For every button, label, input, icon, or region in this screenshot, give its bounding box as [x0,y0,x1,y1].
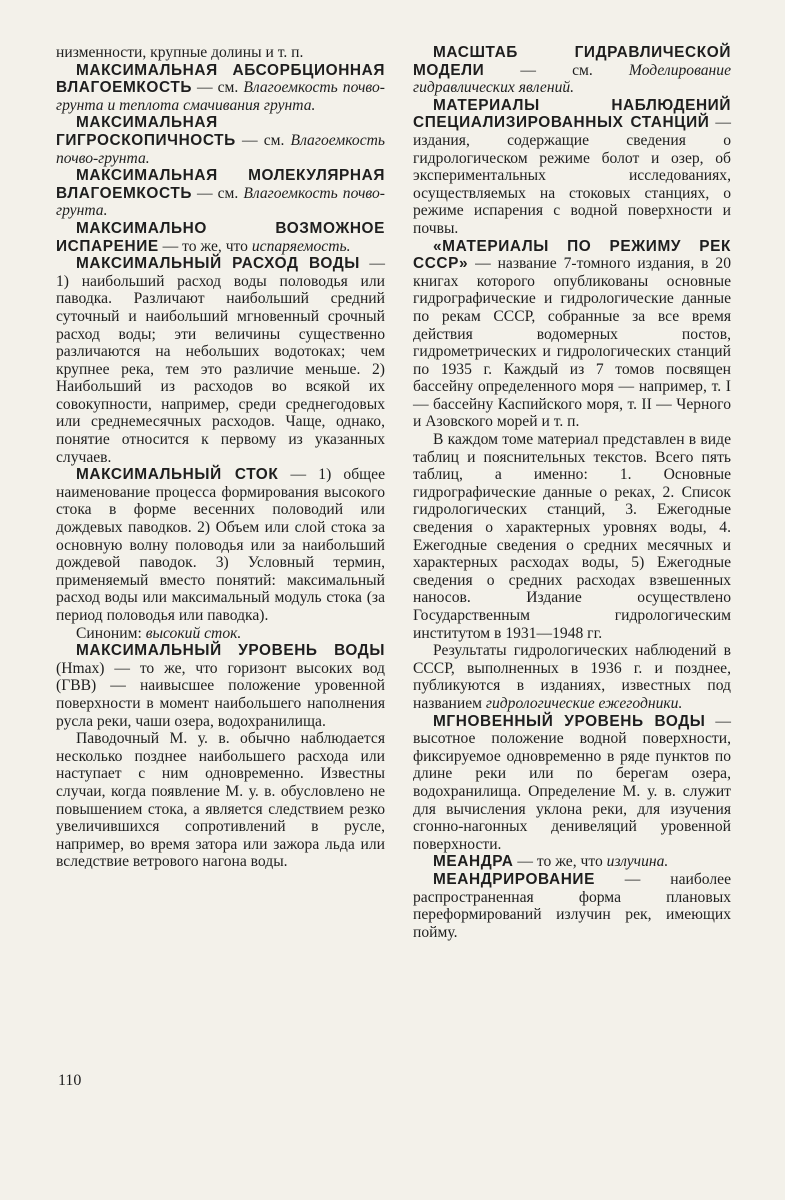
cross-reference: Влагоемкость почво-грунта и теплота смачивания грунта. [56,79,385,114]
cross-reference: Моделирование гидравлических явлений. [413,61,731,97]
entry-model-scale: МАСШТАБ ГИДРАВЛИЧЕСКОЙ МОДЕЛИ — см. Моделирование гидравлических явлений. [413,44,731,97]
entry-paragraph: Паводочный М. у. в. обычно наблюдается несколько позднее наибольшего расхода или наступает с ним одновременно. Известны случаи, когда появление М. у. в. обусловлено не повышением стока, а является следствием резко увеличившихся сопротивлений в русле, например, во время затора или зажора льда или вследствие ветрового нагона воды. [56,730,385,871]
entry-heading: МАТЕРИАЛЫ НАБЛЮДЕНИЙ СПЕЦИАЛИЗИРОВАННЫХ СТАНЦИЙ [413,96,731,132]
entry-heading: МЕАНДРА [433,853,514,871]
entry-body: — издания, содержащие сведения о гидрологическом режиме болот и озер, об экспериментальных исследованиях, осуществляемых на стоковых станциях, о режиме испарения с водной поверхности и почвы. [413,114,731,237]
entry-heading: «МАТЕРИАЛЫ ПО РЕЖИМУ РЕК СССР» [413,237,731,273]
entry-specialized-stations [413,97,731,238]
entry-heading: МЕАНДРИРОВАНИЕ [433,870,595,888]
entry-meander: МЕАНДРА — то же, что излучина. [433,853,669,871]
symbol: (Hmax) [56,659,105,677]
entry-max-runoff [56,466,385,624]
entry-body: — высотное положение водной поверхности, фиксируемое одновременно в ряде пунктов по длине реки или по берегам озера, водохранилища. Определение М. у. в. служит для вычисления уклона реки, для изучения сгонно-нагонных денивеляций уровенной поверхности. [413,712,732,853]
entry-river-regime-materials [413,238,731,432]
entry-paragraph: Результаты гидрологических наблюдений в СССР, выполненных в 1936 г. и позднее, публикуются в изданиях, известных под названием гидрологические ежегодники. [413,642,731,712]
left-column [56,44,385,871]
entry-heading: МАКСИМАЛЬНАЯ МОЛЕКУЛЯРНАЯ ВЛАГОЕМКОСТЬ [56,167,385,202]
entry-instant-water-level [413,713,731,854]
entry-heading: МАКСИМАЛЬНАЯ АБСОРБЦИОННАЯ ВЛАГОЕМКОСТЬ [56,61,385,97]
cross-reference: гидрологические ежегодники. [485,694,683,712]
entry-max-hygroscopicity: МАКСИМАЛЬНАЯ ГИГРОСКОПИЧНОСТЬ — см. Влагоемкость почво-грунта. [56,114,385,167]
entry-heading: МАКСИМАЛЬНО ВОЗМОЖНОЕ ИСПАРЕНИЕ [56,219,385,255]
entry-body: — то же, что горизонт высоких вод (ГВВ) — наивысшее положение уровенной поверхности в момент наибольшего наполнения русла реки, чаши озера, водохранилища. [56,659,385,730]
continuation-text: низменности, крупные долины и т. п. [56,44,304,61]
entry-body: — наиболее распространенная форма плановых переформирований излучин рек, имеющих пойму. [413,870,731,941]
entry-max-water-level [56,642,385,730]
entry-body: — 1) общее наименование процесса формирования высокого стока в форме весенних половодий или дождевых паводков. 2) Объем или слой стока за основную волну половодья или за наибольший дождевой паводок. 3) Условный термин, применяемый вместо понятий: максимальный расход воды или максимальный модуль стока (за период половодья или паводка). [56,466,385,624]
synonym-line: Синоним: высокий сток. [76,624,242,642]
cross-reference: излучина. [606,853,669,871]
entry-heading: МАСШТАБ ГИДРАВЛИЧЕСКОЙ МОДЕЛИ [413,44,731,79]
entry-max-molecular: МАКСИМАЛЬНАЯ МОЛЕКУЛЯРНАЯ ВЛАГОЕМКОСТЬ — см. Влагоемкость почво-грунта. [56,167,385,220]
cross-reference: испаряемость. [251,237,351,255]
entry-paragraph: В каждом томе материал представлен в виде таблиц и пояснительных текстов. Всего пять таблиц, а именно: 1. Основные гидрографические данные о реках, 2. Список гидрологических станций, 3. Ежегодные сведения о характерных уровнях воды, 4. Ежегодные сведения о средних месячных и характерных расходах воды, 5) Ежегодные сведения о средних расходах взвешенных наносов. Издание осуществлено Государственным гидрологическим институтом в 1931—1948 гг. [413,431,731,642]
right-column [413,44,731,941]
entry-heading: МАКСИМАЛЬНЫЙ УРОВЕНЬ ВОДЫ [76,642,385,660]
entry-max-absorption: МАКСИМАЛЬНАЯ АБСОРБЦИОННАЯ ВЛАГОЕМКОСТЬ — см. Влагоемкость почво-грунта и теплота смачивания грунта. [56,61,385,114]
page-number: 110 [58,1072,82,1089]
entry-max-evaporation: МАКСИМАЛЬНО ВОЗМОЖНОЕ ИСПАРЕНИЕ — то же, что испаряемость. [56,219,385,255]
entry-meandering [413,871,731,941]
cross-reference: Влагоемкость почво-грунта. [56,131,385,167]
entry-heading: МАКСИМАЛЬНЫЙ СТОК [76,466,279,484]
entry-heading: МАКСИМАЛЬНЫЙ РАСХОД ВОДЫ [76,255,360,273]
entry-heading: МАКСИМАЛЬНАЯ ГИГРОСКОПИЧНОСТЬ [56,114,236,149]
cross-reference: Влагоемкость почво-грунта. [56,184,385,220]
entry-heading: МГНОВЕННЫЙ УРОВЕНЬ ВОДЫ [433,712,706,730]
synonym: высокий сток. [145,624,242,642]
entry-body: — название 7-томного издания, в 20 книгах которого опубликованы основные гидрографические и гидрологические данные по рекам СССР, собранные за все время действия водомерных постов, гидрометрических и гидрологических станций по 1935 г. Каждый из 7 томов посвящен бассейну определенного моря — например, т. I — бассейну Каспийского моря, т. II — Черного и Азовского морей и т. п. [413,255,731,431]
entry-body: — 1) наибольший расход воды половодья или паводка. Различают наибольший средний суточный и наибольший мгновенный срочный расход воды; эти величины существенно различаются на небольших водотоках; чем крупнее река, тем это различие меньше. 2) Наибольший из расходов во всякой их совокупности, например, среди среднегодовых или среднемесячных расходов. Чаще, однако, понятие относится к первому из указанных случаев. [56,255,385,466]
entry-max-discharge [56,255,385,466]
